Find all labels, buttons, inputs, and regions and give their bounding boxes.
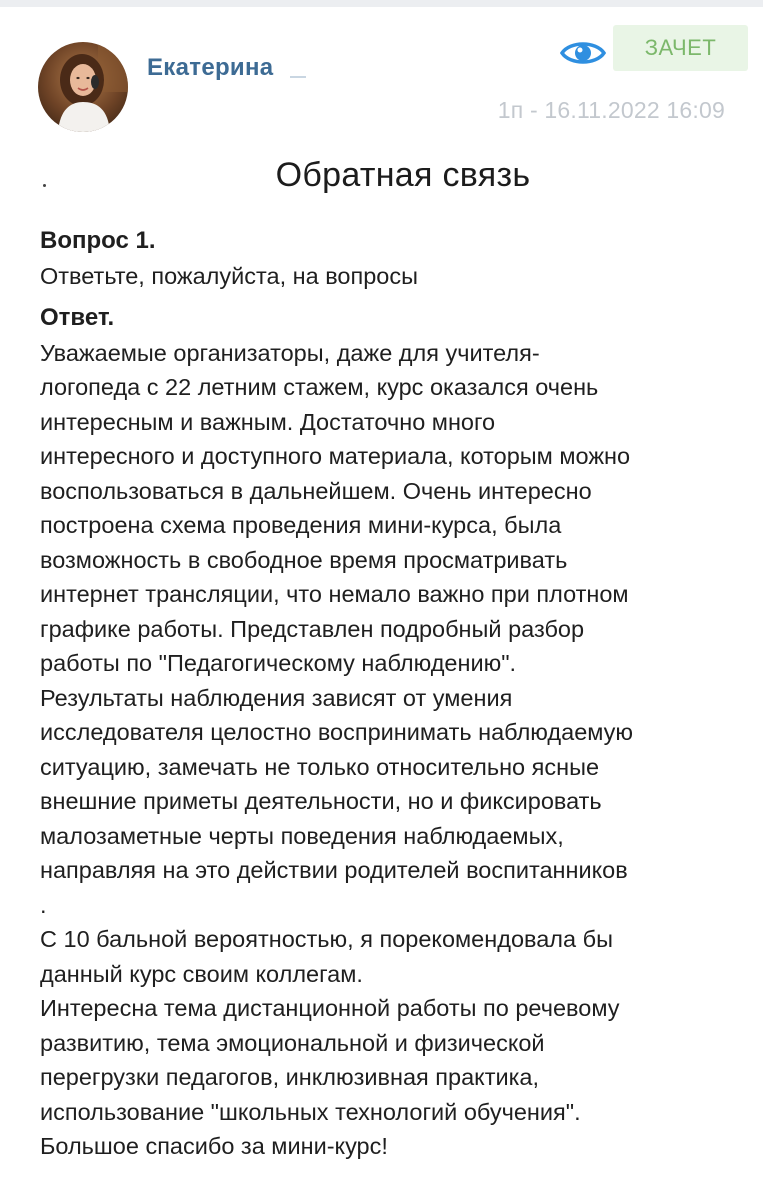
name-underline xyxy=(290,76,306,78)
top-divider xyxy=(0,0,763,7)
author-name[interactable]: Екатерина xyxy=(147,54,274,81)
submission-date: 1п - 16.11.2022 16:09 xyxy=(497,97,725,123)
status-badge[interactable]: ЗАЧЕТ xyxy=(613,25,748,71)
avatar-photo xyxy=(38,42,128,132)
question-label: Вопрос 1. xyxy=(40,227,156,254)
form-title: Обратная связь xyxy=(275,156,531,194)
avatar[interactable] xyxy=(38,42,128,132)
eye-icon[interactable] xyxy=(560,36,606,70)
answer-text: Уважаемые организаторы, даже для учителя- логопеда с 22 летним стажем, курс оказался очень интересным и важным. Достаточно много интересного и доступного материала, которым можно воспользоваться в дальнейшем. Очень интересно построена схема проведения мини-курса, была возможность в свободное время просматривать интернет трансляции, что немало важно при плотном графике работы. Представлен подробный разбор работы по "Педагогическому наблюдению". Результаты наблюдения зависят от умения исследователя целостно воспринимать наблюдаемую ситуацию, замечать не только относительно ясные внешние приметы деятельности, но и фиксировать малозаметные черты поведения наблюдаемых, направляя на это действии родителей воспитанников . С 10 бальной вероятностью, я порекомендовала бы данный курс своим коллегам. Интересна тема дистанционной работы по речевому развитию, тема эмоциональной и физической перегрузки педагогов, инклюзивная практика, использование "школьных технологий обучения". Большое спасибо за мини-курс! xyxy=(40,339,634,1159)
answer-label: Ответ. xyxy=(40,304,115,331)
feedback-content xyxy=(40,224,740,1164)
question-text: Ответьте, пожалуйста, на вопросы xyxy=(40,262,419,289)
